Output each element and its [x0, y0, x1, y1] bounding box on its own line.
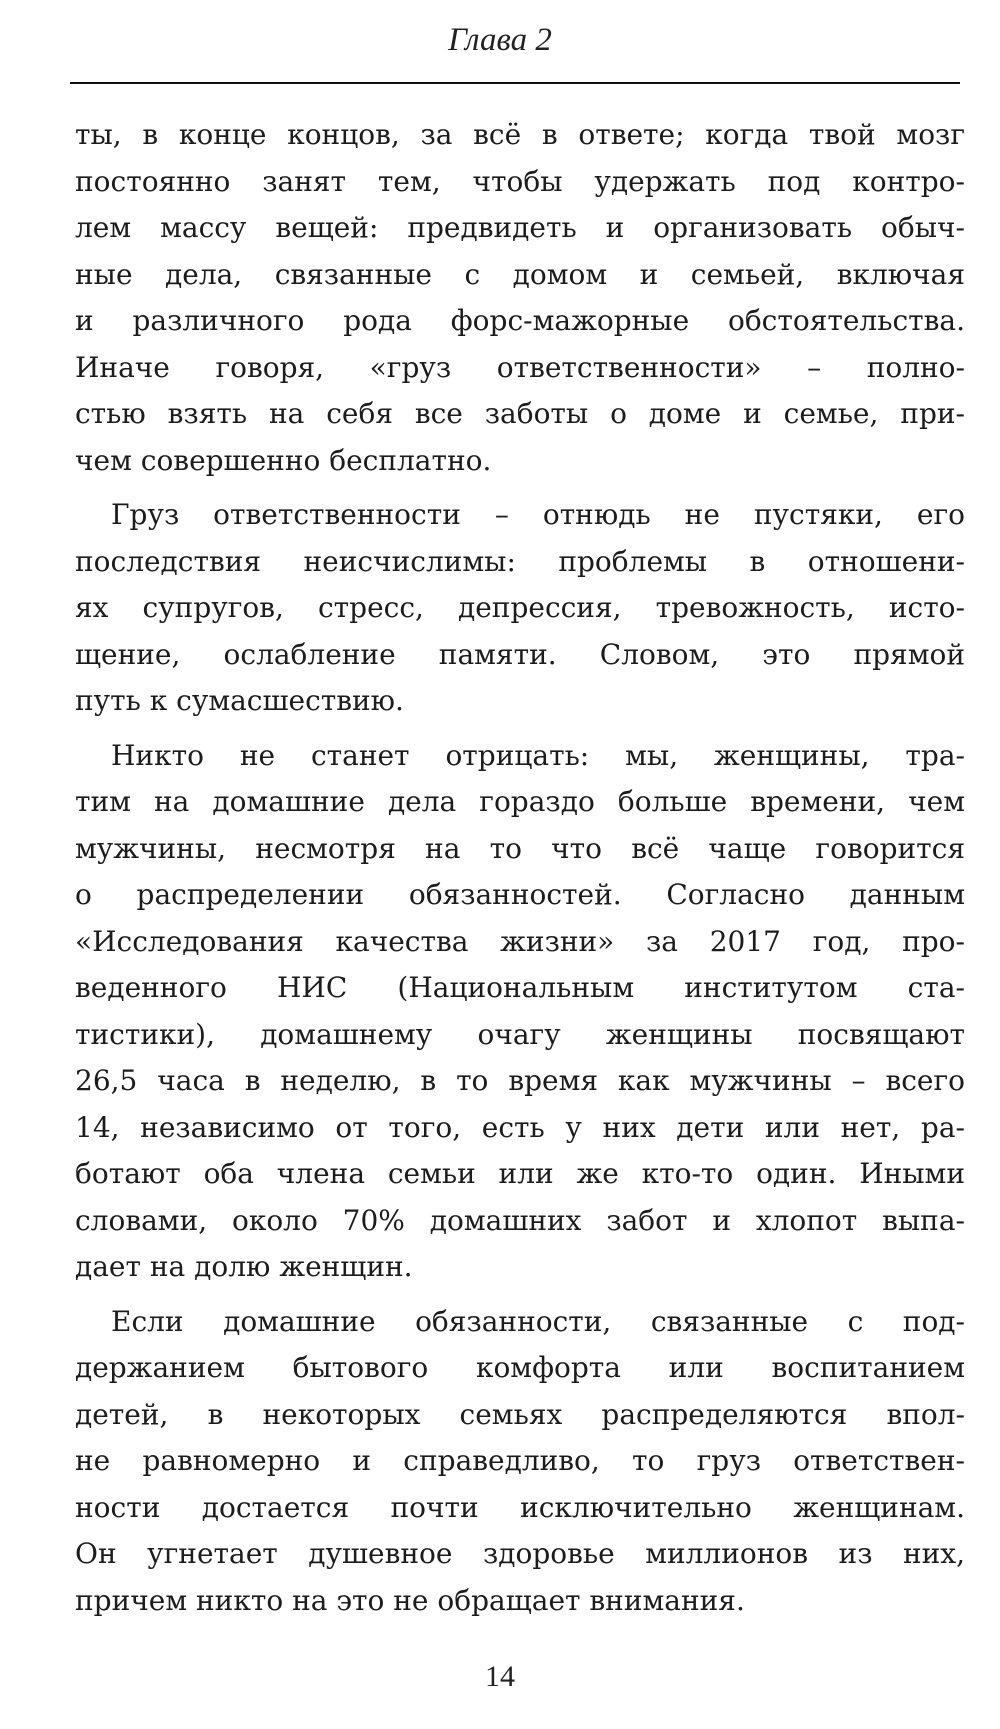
text-line: детей, в некоторых семьях распределяются впол-	[75, 1397, 965, 1431]
header-rule	[70, 82, 960, 84]
text-line: веденного НИС (Национальным институтом ста-	[75, 971, 965, 1004]
text-line: ности достается почти исключительно женщинам.	[75, 1490, 965, 1524]
text-line: мужчины, несмотря на то что всё чаще говорится	[75, 831, 965, 865]
text-line: 14, независимо от того, есть у них дети или нет, ра-	[75, 1110, 965, 1144]
text-line: ях супругов, стресс, депрессия, тревожность, исто-	[75, 591, 965, 624]
text-line: причем никто на это не обращает внимания.	[75, 1583, 745, 1617]
text-line: и различного рода форс-мажорные обстоятельства.	[75, 304, 965, 337]
running-head: Глава 2	[448, 22, 552, 58]
text-line: лем массу вещей: предвидеть и организовать обыч-	[75, 211, 965, 244]
text-line: тим на домашние дела гораздо больше времени, чем	[75, 785, 965, 818]
text-line: Он угнетает душевное здоровье миллионов из них,	[75, 1537, 965, 1570]
text-line: 26,5 часа в неделю, в то время как мужчины – всего	[75, 1064, 965, 1097]
paragraph	[75, 112, 965, 484]
text-line: ботают оба члена семьи или же кто-то один. Иными	[75, 1157, 965, 1190]
text-line: ные дела, связанные с домом и семьей, включая	[75, 257, 965, 291]
text-line: тистики), домашнему очагу женщины посвящают	[75, 1017, 965, 1051]
text-line: Иначе говоря, «груз ответственности» – полно-	[75, 350, 965, 384]
text-line: дает на долю женщин.	[75, 1250, 413, 1283]
text-line: держанием бытового комфорта или воспитанием	[75, 1351, 965, 1384]
text-line: последствия неисчислимы: проблемы в отношени-	[75, 544, 965, 578]
text-line: постоянно занят тем, чтобы удержать под контро-	[75, 164, 965, 198]
text-line: щение, ослабление памяти. Словом, это прямой	[75, 637, 965, 671]
text-line: стью взять на себя все заботы о доме и семье, при-	[75, 397, 965, 430]
text-line: чем совершенно бесплатно.	[75, 443, 492, 477]
text-line: словами, около 70% домашних забот и хлопот выпа-	[75, 1203, 965, 1237]
text-body	[75, 112, 965, 1632]
text-line: Если домашние обязанности, связанные с под-	[111, 1304, 965, 1338]
text-line: о распределении обязанностей. Согласно данным	[75, 878, 965, 911]
paragraph	[75, 1299, 965, 1625]
paragraph	[75, 733, 965, 1291]
text-line: ты, в конце концов, за всё в ответе; когда твой мозг	[75, 118, 965, 151]
text-line: Никто не станет отрицать: мы, женщины, тра-	[111, 738, 965, 772]
paragraph	[75, 492, 965, 725]
text-line: не равномерно и справедливо, то груз ответствен-	[75, 1444, 965, 1477]
text-line: Груз ответственности – отнюдь не пустяки, его	[111, 498, 965, 531]
text-line: путь к сумасшествию.	[75, 684, 404, 717]
text-line: «Исследования качества жизни» за 2017 год, про-	[75, 924, 965, 958]
page-number: 14	[485, 1660, 515, 1693]
